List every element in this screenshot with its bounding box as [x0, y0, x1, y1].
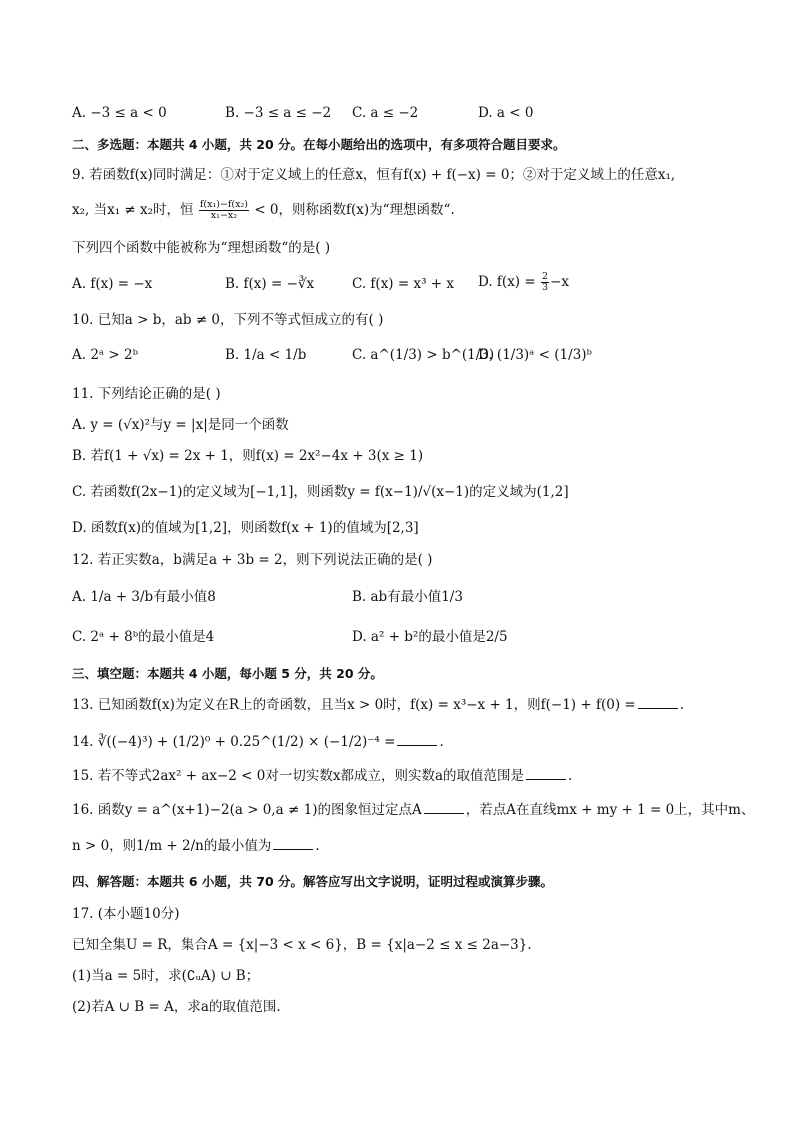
q16-stem-line2: n > 0，则1/m + 2/n的最小值为 .: [72, 838, 320, 854]
q13-text: 13. 已知函数f(x)为定义在R上的奇函数，且当x > 0时，f(x) = x³−x + 1，则f(−1) + f(0) =: [72, 697, 636, 713]
q16-line1-text: 16. 函数y = a^(x+1)−2(a > 0,a ≠ 1)的图象恒过定点A: [72, 802, 422, 818]
q9-fraction: [199, 200, 249, 221]
q12-option-d: D. a² + b²的最小值是2/5: [352, 629, 508, 645]
q17-part-1: (1)当a = 5时，求(∁ᵤA) ∪ B；: [72, 968, 260, 984]
q9-option-a: A. f(x) = −x: [72, 276, 153, 292]
q11-option-c: C. 若函数f(2x−1)的定义域为[−1,1]，则函数y = f(x−1)/√(x−1)的定义域为(1,2]: [72, 484, 569, 500]
q10-option-d: D. (1/3)ᵃ < (1/3)ᵇ: [478, 347, 592, 363]
q9-stem-line1: 9. 若函数f(x)同时满足：①对于定义域上的任意x，恒有f(x) + f(−x) = 0；②对于定义域上的任意x₁,: [72, 167, 676, 183]
q16-line2-text: n > 0，则1/m + 2/n的最小值为: [72, 838, 272, 854]
q12-option-c: C. 2ᵃ + 8ᵇ的最小值是4: [72, 629, 215, 645]
q9-option-d-fraction: [541, 272, 549, 293]
q8-option-b: B. −3 ≤ a ≤ −2: [225, 105, 332, 121]
q13-answer-blank[interactable]: [638, 696, 678, 709]
q15-text: 15. 若不等式2ax² + ax−2 < 0对一切实数x都成立，则实数a的取值范围是: [72, 768, 525, 784]
q14-text: 14. ∛((−4)³) + (1/2)⁰ + 0.25^(1/2) × (−1/2)⁻⁴ =: [72, 734, 396, 750]
section-heading-multiple-choice: 二、多选题：本题共 4 小题，共 20 分。在每小题给出的选项中，有多项符合题目要求。: [72, 137, 566, 152]
q9-option-b: B. f(x) = −∛x: [225, 276, 315, 292]
q9-option-c: C. f(x) = x³ + x: [352, 276, 455, 292]
q10-option-a: A. 2ᵃ > 2ᵇ: [72, 347, 139, 363]
q9-option-d: [478, 272, 569, 293]
q8-option-d: D. a < 0: [478, 105, 534, 121]
section-heading-solutions: 四、解答题：本题共 6 小题，共 70 分。解答应写出文字说明，证明过程或演算步骤。: [72, 874, 554, 889]
q16-line1-post: ，若点A在直线mx + my + 1 = 0上，其中m、: [465, 802, 755, 818]
q15-answer-blank[interactable]: [526, 767, 566, 780]
q9-option-d-post: −x: [550, 274, 569, 290]
q10-stem: 10. 已知a > b，ab ≠ 0，下列不等式恒成立的有( ): [72, 312, 384, 328]
q13-stem: 13. 已知函数f(x)为定义在R上的奇函数，且当x > 0时，f(x) = x³−x + 1，则f(−1) + f(0) = .: [72, 697, 684, 713]
q8-option-c: C. a ≤ −2: [352, 105, 419, 121]
q17-title: 17. (本小题10分): [72, 906, 180, 922]
q11-option-d: D. 函数f(x)的值域为[1,2]，则函数f(x + 1)的值域为[2,3]: [72, 520, 419, 536]
q16-answer-blank-1[interactable]: [424, 801, 464, 814]
q9-stem-line2: [72, 200, 455, 221]
q9-fraction-numerator: f(x₁)−f(x₂): [199, 199, 249, 210]
q9-d-denominator: 3: [541, 282, 549, 293]
q12-option-a: A. 1/a + 3/b有最小值8: [72, 589, 216, 605]
q10-option-c: C. a^(1/3) > b^(1/3): [352, 347, 495, 363]
q9-d-numerator: 2: [541, 271, 549, 282]
section-heading-fill-in: 三、填空题：本题共 4 小题，每小题 5 分，共 20 分。: [72, 666, 383, 681]
q16-answer-blank-2[interactable]: [273, 837, 313, 850]
q9-line2-post: < 0，则称函数f(x)为“理想函数“.: [254, 202, 455, 218]
q9-stem-line3: 下列四个函数中能被称为“理想函数“的是( ): [72, 240, 331, 256]
q9-fraction-denominator: x₁−x₂: [210, 210, 238, 221]
q14-stem: 14. ∛((−4)³) + (1/2)⁰ + 0.25^(1/2) × (−1/2)⁻⁴ = .: [72, 734, 444, 750]
q11-option-b: B. 若f(1 + √x) = 2x + 1，则f(x) = 2x²−4x + 3(x ≥ 1): [72, 448, 424, 464]
q12-stem: 12. 若正实数a，b满足a + 3b = 2，则下列说法正确的是( ): [72, 552, 433, 568]
q17-part-2: (2)若A ∪ B = A，求a的取值范围.: [72, 999, 281, 1015]
q12-option-b: B. ab有最小值1/3: [352, 589, 463, 605]
q11-stem: 11. 下列结论正确的是( ): [72, 386, 221, 402]
q9-option-d-pre: D. f(x) =: [478, 274, 536, 290]
q11-option-a: A. y = (√x)²与y = |x|是同一个函数: [72, 417, 289, 433]
q8-option-a: A. −3 ≤ a < 0: [72, 105, 167, 121]
q10-option-b: B. 1/a < 1/b: [225, 347, 307, 363]
q14-answer-blank[interactable]: [397, 733, 437, 746]
q17-stem: 已知全集U = R，集合A = {x|−3 < x < 6}，B = {x|a−2 ≤ x ≤ 2a−3}.: [72, 937, 532, 953]
q15-stem: 15. 若不等式2ax² + ax−2 < 0对一切实数x都成立，则实数a的取值范围是 .: [72, 768, 573, 784]
q16-stem-line1: [72, 801, 755, 819]
q9-line2-pre: x₂, 当x₁ ≠ x₂时，恒: [72, 202, 194, 218]
